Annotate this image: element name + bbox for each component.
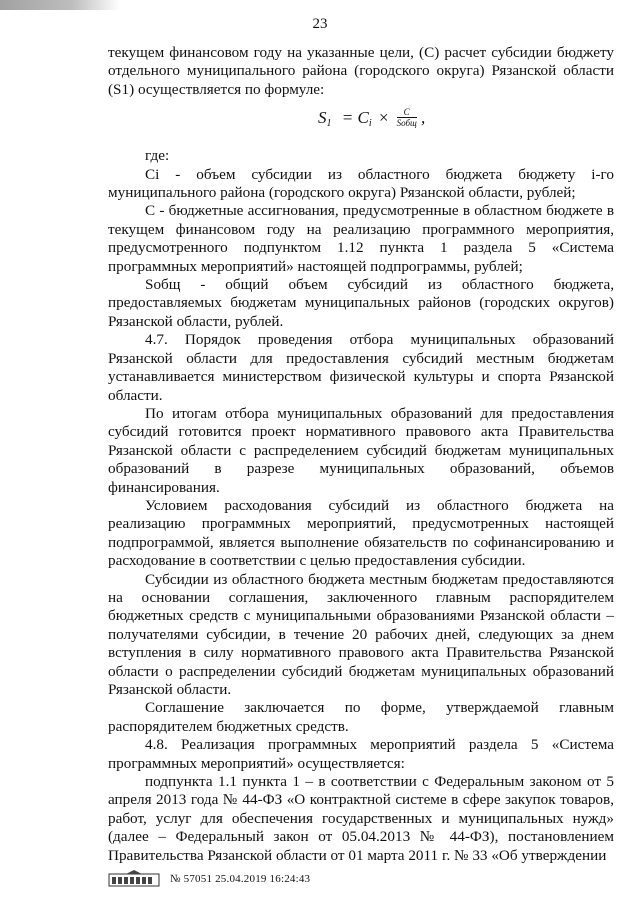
paragraph: По итогам отбора муниципальных образований для предоставления субсидий готовится проект нормативного правового акта Правительства Рязанской области с распределением субсидий бюджетам муниципальных образований в разрезе муниципальных образований, объемов финансирования. [108, 404, 614, 496]
paragraph: подпункта 1.1 пункта 1 – в соответствии с Федеральным законом от 5 апреля 2013 года № 44-ФЗ «О контрактной системе в сфере закупок товаров, работ, услуг для обеспечения государственных и муниципальных нужд» (далее – Федеральный закон от 05.04.2013 № 44-ФЗ), постановлением Правительства Рязанской области от 01 марта 2011 г. № 33 «Об утверждении [108, 773, 614, 864]
paragraph-list [108, 166, 614, 865]
scan-edge-mark [0, 0, 120, 10]
document-body [108, 44, 614, 865]
paragraph: 4.7. Порядок проведения отбора муниципальных образований Рязанской области для предоставления субсидий местным бюджетам устанавливается министерством физической культуры и спорта Рязанской области. [108, 331, 614, 404]
footer-registration: № 57051 25.04.2019 16:24:43 [170, 873, 311, 885]
formula-ci-sub: i [368, 118, 372, 130]
formula-eq: = C [341, 107, 369, 127]
paragraph: Соглашение заключается по форме, утверждаемой главным распорядителем бюджетных средств. [108, 699, 614, 735]
where-label: где: [145, 147, 170, 165]
formula-block [108, 99, 614, 143]
paragraph: Условием расходования субсидий из областного бюджета на реализацию программных мероприятий, предусмотренных настоящей подпрограммой, является выполнение обязательств по софинансированию и расходование в соответствии с целью предоставления субсидии. [108, 496, 614, 570]
formula-lhs-sub: 1 [326, 118, 332, 130]
formula-denominator: Sобщ [396, 118, 417, 129]
page-number: 23 [312, 16, 328, 32]
paragraph: С - бюджетные ассигнования, предусмотренные в областном бюджете в текущем финансовом году на реализацию программного мероприятия, предусмотренного подпунктом 1.12 пункта 1 раздела 5 «Система программных мероприятий» настоящей подпрограммы, рублей; [108, 202, 614, 275]
registry-stamp-icon [108, 870, 160, 888]
formula-fraction [397, 107, 417, 128]
subsidy-formula [318, 107, 425, 133]
formula-tail: , [421, 107, 426, 127]
document-footer [108, 868, 310, 890]
paragraph: Ci - объем субсидии из областного бюджета бюджету i-го муниципального района (городского округа) Рязанской области, рублей; [108, 165, 614, 202]
formula-times: × [377, 107, 390, 127]
paragraph: Субсидии из областного бюджета местным бюджетам предоставляются на основании соглашения, заключенного главным распорядителем бюджетных средств с муниципальными образованиями Рязанской области – получателями субсидии, в течение 20 рабочих дней, следующих за днем вступления в силу нормативного правового акта Правительства Рязанской области о распределении субсидий бюджетам муниципальных образований Рязанской области. [108, 570, 614, 698]
paragraph: 4.8. Реализация программных мероприятий раздела 5 «Система программных мероприятий» осуществляется: [108, 736, 614, 772]
formula-lhs: S [318, 107, 327, 127]
paragraph: Sобщ - общий объем субсидий из областного бюджета, предоставляемых бюджетам муниципальных районов (городских округов) Рязанской области, рублей. [108, 276, 614, 330]
formula-numerator: C [397, 107, 417, 118]
paragraph-intro: текущем финансовом году на указанные цели, (С) расчет субсидии бюджету отдельного муниципального района (городского округа) Рязанской области (S1) осуществляется по формуле: [108, 44, 614, 98]
